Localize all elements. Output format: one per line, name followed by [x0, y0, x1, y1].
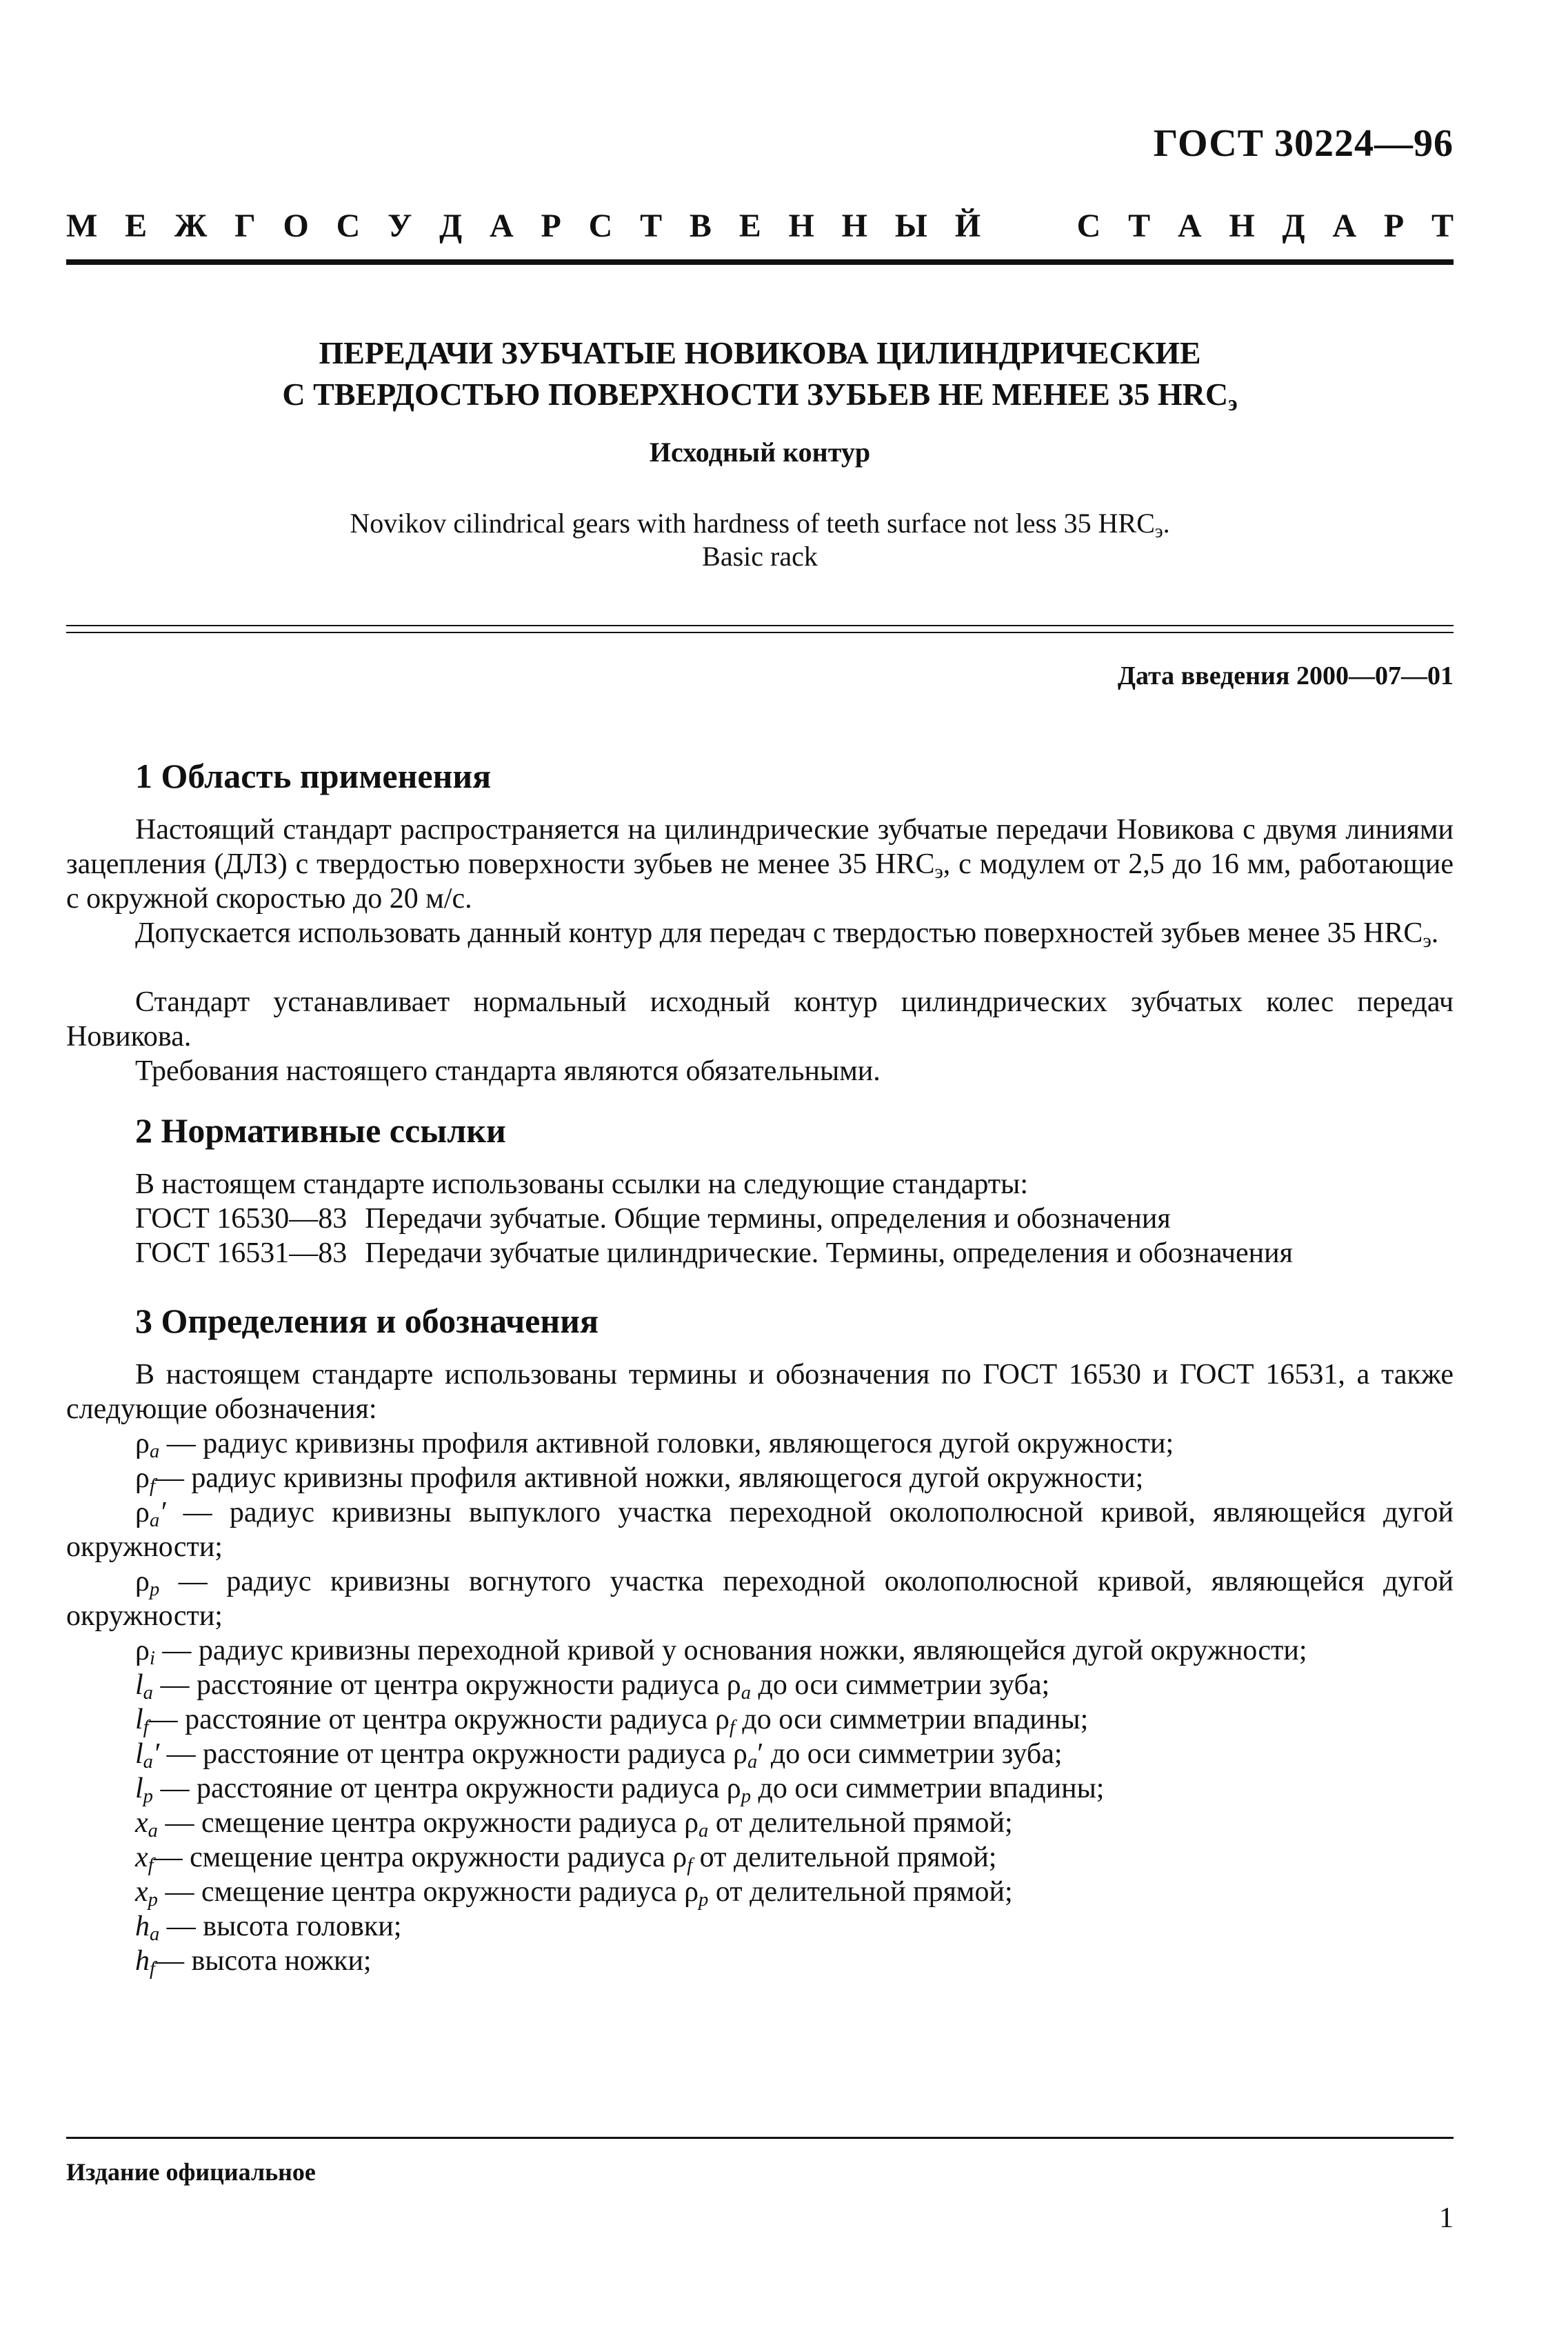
footer-rule — [66, 2137, 1454, 2139]
symbol: $l_a$ — [135, 1669, 153, 1704]
reference-code: ГОСТ 16530—83 — [135, 1203, 348, 1235]
symbol-definition: $x_a$ — смещение центра окружности радиуса $\rho_a$ от делительной прямой; — [135, 1807, 1013, 1842]
symbol: $\rho_i$ — [135, 1635, 155, 1670]
banner-letter: В — [689, 208, 712, 244]
section-1-paragraph-4: Требования настоящего стандарта являются обязательными. — [135, 1055, 881, 1087]
banner-letter: Ж — [174, 208, 208, 244]
banner-letter: Н — [1229, 208, 1255, 244]
symbol: $\rho_p$ — [135, 1566, 160, 1601]
banner-letter: С — [588, 208, 613, 244]
section-1-paragraph-1: Настоящий стандарт распространяется на цилиндрические зубчатые передачи Новикова с двумя линиями зацепления (ДЛЗ) с твердостью поверхности зубьев не менее 35 $HRC_э$, с модулем от 2,5 до 16 мм, работающие с окружной скоростью до 20 м/с. — [66, 814, 1454, 915]
banner-gap — [1008, 207, 1049, 245]
section-1-heading: 1 Область применения — [135, 757, 492, 795]
symbol-definition: $\rho_i$ — радиус кривизны переходной кривой у основания ножки, являющейся дугой окружности; — [135, 1635, 1307, 1670]
banner-letter: О — [283, 208, 309, 244]
title-rule-1 — [66, 625, 1454, 626]
symbol: $x_a$ — [135, 1807, 158, 1842]
symbol-definition: $x_f—$ смещение центра окружности радиуса $\rho_f$ от делительной прямой; — [135, 1842, 997, 1877]
normative-reference — [135, 1236, 1454, 1270]
introduction-date: Дата введения 2000—07—01 — [1117, 661, 1454, 690]
symbol: $h_f$ — [135, 1945, 155, 1980]
document-title — [66, 332, 1454, 415]
banner-letter: Н — [788, 208, 814, 244]
banner-letter: Р — [541, 208, 561, 244]
banner-letter: Й — [954, 208, 981, 244]
symbol-definition: $\rho_a'$ — радиус кривизны выпуклого участка переходной околополюсной кривой, являющейся дугой окружности; — [66, 1497, 1454, 1563]
title-line-1: ПЕРЕДАЧИ ЗУБЧАТЫЕ НОВИКОВА ЦИЛИНДРИЧЕСКИЕ — [319, 335, 1201, 370]
title-line-2: С ТВЕРДОСТЬЮ ПОВЕРХНОСТИ ЗУБЬЕВ НЕ МЕНЕЕ 35 $HRC_э$ — [282, 377, 1238, 415]
banner-letter: Д — [1282, 208, 1305, 244]
symbol-definition: $\rho_f—$ радиус кривизны профиля активной ножки, являющегося дугой окружности; — [135, 1462, 1144, 1497]
english-title-line-1: Novikov cilindrical gears with hardness of teeth surface not less 35 $HRC_э$. — [350, 508, 1170, 541]
section-3-intro: В настоящем стандарте использованы термины и обозначения по ГОСТ 16530 и ГОСТ 16531, а также следующие обозначения: — [66, 1359, 1454, 1425]
symbol: $\rho_a'$ — [135, 1497, 166, 1532]
reference-title: Передачи зубчатые цилиндрические. Термины, определения и обозначения — [365, 1237, 1293, 1269]
symbol: $x_f$ — [135, 1842, 154, 1877]
section-3-heading: 3 Определения и обозначения — [135, 1302, 599, 1340]
banner-letter: Е — [738, 208, 761, 244]
symbol-definition: $l_p$ — расстояние от центра окружности радиуса $\rho_p$ до оси симметрии впадины; — [135, 1773, 1105, 1808]
symbol-definition: $h_f—$ высота ножки; — [135, 1945, 372, 1980]
banner-letter: А — [1177, 208, 1202, 244]
symbol: $\rho_a$ — [135, 1428, 160, 1463]
section-1-paragraph-3: Стандарт устанавливает нормальный исходный контур цилиндрических зубчатых колес передач Новикова. — [66, 986, 1454, 1053]
reference-title: Передачи зубчатые. Общие термины, определения и обозначения — [365, 1203, 1171, 1235]
interstate-standard-banner — [66, 207, 1454, 245]
symbol-definition: $\rho_p$ — радиус кривизны вогнутого участка переходной околополюсной кривой, являющейся дугой окружности; — [66, 1566, 1454, 1632]
banner-letter: Т — [1128, 208, 1151, 244]
symbol-definition: $\rho_a$ — радиус кривизны профиля активной головки, являющегося дугой окружности; — [135, 1428, 1174, 1463]
section-2-heading: 2 Нормативные ссылки — [135, 1111, 506, 1150]
english-title — [66, 507, 1454, 573]
symbol: $x_p$ — [135, 1876, 158, 1911]
english-title-line-2: Basic rack — [702, 541, 818, 572]
banner-letter: А — [1332, 208, 1357, 244]
symbol: $l_f$ — [135, 1704, 149, 1739]
title-rule-2 — [66, 632, 1454, 633]
banner-letter: Ы — [894, 208, 927, 244]
reference-code: ГОСТ 16531—83 — [135, 1237, 348, 1269]
banner-letter: Т — [640, 208, 663, 244]
banner-letter: М — [66, 208, 98, 244]
symbol-definition: $l_a'$ — расстояние от центра окружности радиуса $\rho_a'$ до оси симметрии зуба; — [135, 1738, 1063, 1773]
section-1-paragraph-2: Допускается использовать данный контур для передач с твердостью поверхностей зубьев менее 35 $HRC_э$. — [135, 917, 1439, 953]
document-number: ГОСТ 30224—96 — [1153, 122, 1454, 165]
banner-letter: С — [336, 208, 361, 244]
banner-letter: У — [388, 208, 412, 244]
document-subtitle: Исходный контур — [649, 437, 871, 468]
symbol: $l_a'$ — [135, 1738, 160, 1773]
header-rule — [66, 259, 1454, 265]
banner-letter: Е — [125, 208, 148, 244]
banner-letter: Д — [439, 208, 463, 244]
symbol-definition: $l_a$ — расстояние от центра окружности радиуса $\rho_a$ до оси симметрии зуба; — [135, 1669, 1050, 1704]
banner-letter: Г — [234, 208, 256, 244]
normative-reference — [135, 1202, 1454, 1236]
symbol: $\rho_f$ — [135, 1462, 155, 1497]
symbol-definition: $x_p$ — смещение центра окружности радиуса $\rho_p$ от делительной прямой; — [135, 1876, 1013, 1911]
symbol-definition: $h_a$ — высота головки; — [135, 1911, 402, 1946]
banner-letter: Н — [841, 208, 867, 244]
banner-letter: С — [1076, 208, 1101, 244]
banner-letter: Т — [1431, 208, 1454, 244]
section-2-intro: В настоящем стандарте использованы ссылки на следующие стандарты: — [135, 1168, 1029, 1200]
edition-note: Издание официальное — [66, 2158, 316, 2186]
symbol: $h_a$ — [135, 1911, 160, 1946]
banner-letter: Р — [1383, 208, 1405, 244]
page-number: 1 — [1439, 2202, 1454, 2234]
banner-letter: А — [490, 208, 514, 244]
symbol: $l_p$ — [135, 1773, 153, 1808]
symbol-definition: $l_f—$ расстояние от центра окружности радиуса $\rho_f$ до оси симметрии впадины; — [135, 1704, 1089, 1739]
